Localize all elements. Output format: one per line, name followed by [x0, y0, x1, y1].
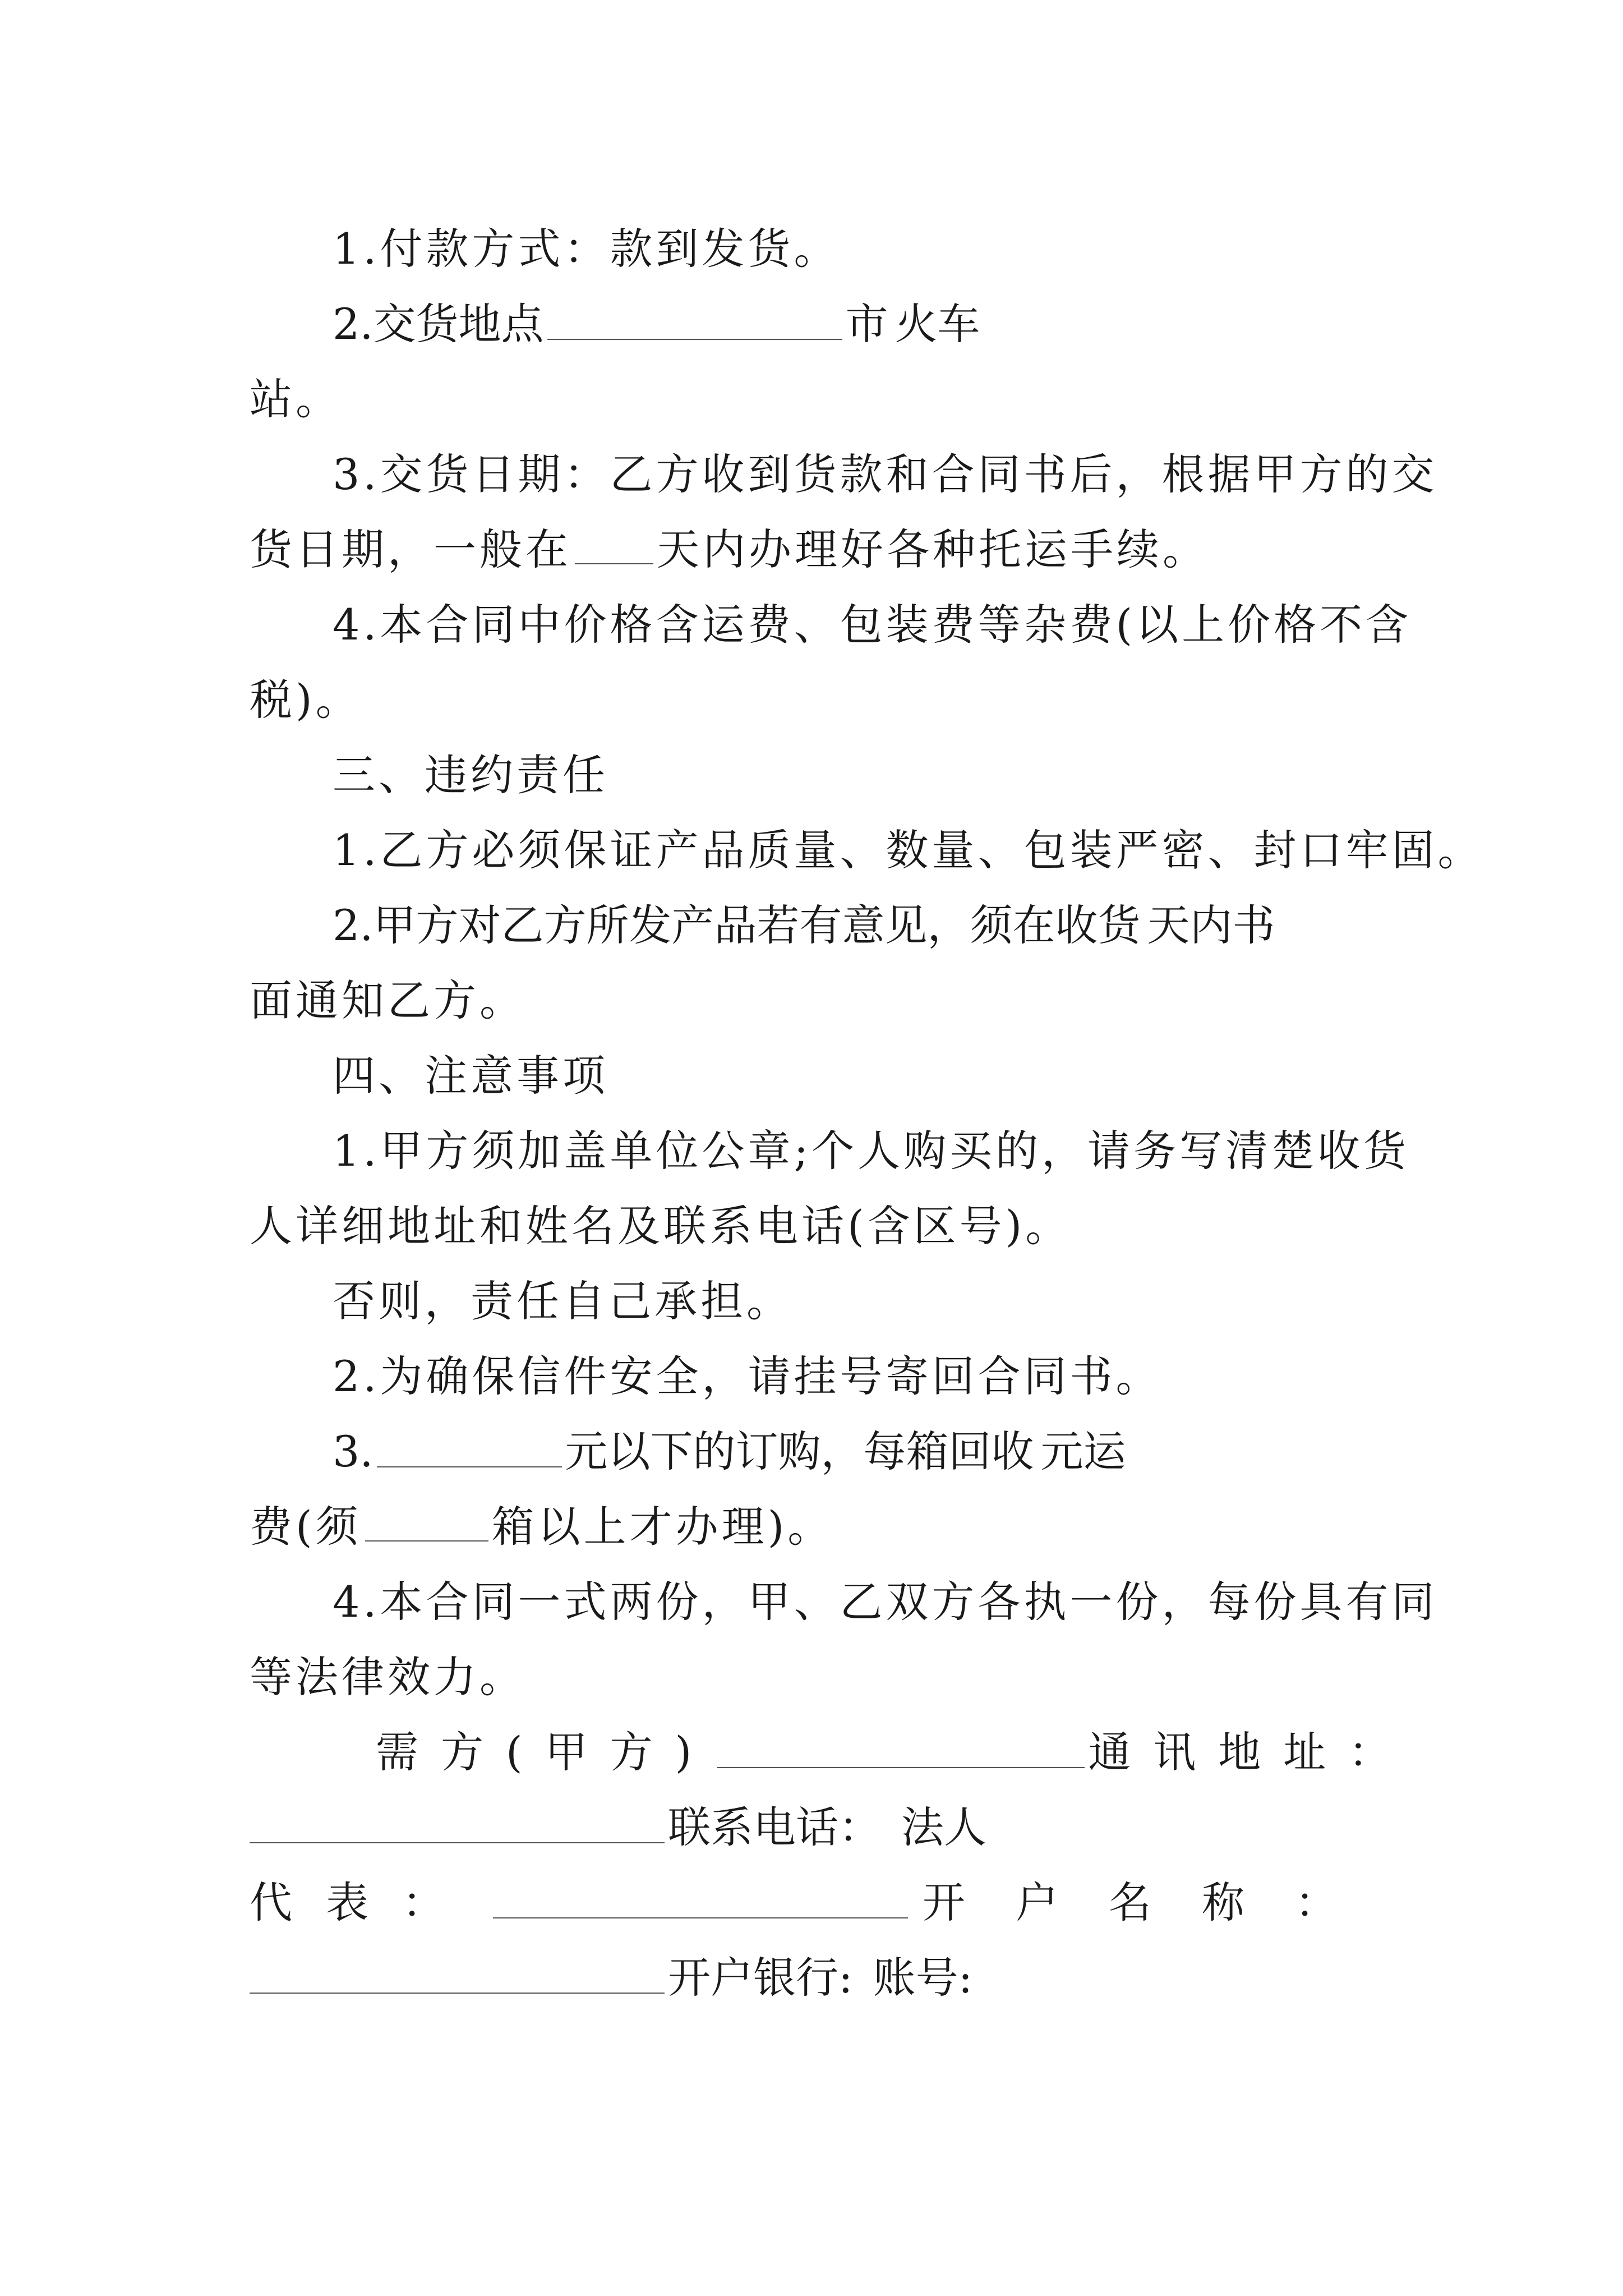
payment-method-line — [333, 215, 1388, 283]
signature-line-2 — [250, 1794, 1388, 1861]
notes-item-1 — [333, 1117, 1410, 1185]
notes-item-2 — [333, 1343, 1388, 1410]
breach-item-2-text-2: 天内书 — [1147, 900, 1275, 950]
price-line — [333, 591, 1412, 659]
notes-item-4 — [333, 1568, 1438, 1636]
notes-item-3-text-2: 元运 — [1040, 1427, 1126, 1476]
notes-item-4-text-2: 等法律效力。 — [250, 1652, 525, 1702]
station-label: 站。 — [250, 374, 342, 424]
breach-heading-text: 三、违约责任 — [333, 750, 608, 800]
order-amount-blank[interactable] — [377, 1418, 562, 1467]
notes-item-1-text-3: 否则，责任自己承担。 — [333, 1276, 792, 1326]
notes-item-2-text: 2.为确保信件安全，请挂号寄回合同书。 — [333, 1351, 1162, 1401]
signature-line-4 — [250, 1944, 1388, 2012]
notes-item-3 — [333, 1418, 1388, 1485]
delivery-date-text-3: 天内办理好各种托运手续。 — [657, 524, 1209, 574]
delivery-date-line — [333, 441, 1438, 508]
notes-item-1-text: 1.甲方须加盖单位公章;个人购买的，请务写清楚收货 — [333, 1126, 1410, 1176]
breach-item-2 — [333, 892, 1388, 959]
train-label: 火车 — [895, 299, 980, 349]
delivery-place-line-2 — [250, 366, 1388, 433]
delivery-days-blank[interactable] — [575, 523, 653, 564]
breach-item-2-line-2 — [250, 967, 1388, 1034]
delivery-date-line-2 — [250, 516, 1388, 583]
notes-item-4-text: 4.本合同一式两份，甲、乙双方各执一份，每份具有同 — [333, 1577, 1438, 1627]
notes-item-3-text-4: 箱以上才办理)。 — [491, 1502, 834, 1552]
price-text-2: 税)。 — [250, 675, 362, 725]
notes-item-4-line-2 — [250, 1644, 1388, 1711]
legal-rep-blank[interactable] — [493, 1869, 908, 1918]
price-text: 4.本合同中价格含运费、包装费等杂费(以上价格不含 — [333, 600, 1412, 650]
account-name-label: 开户名称： — [923, 1878, 1388, 1927]
delivery-city-blank[interactable] — [547, 291, 842, 340]
notes-item-3-text: 元以下的订购，每箱回收 — [565, 1427, 1034, 1476]
phone-label: 联系电话： — [668, 1802, 881, 1852]
signature-line-1 — [376, 1719, 1414, 1786]
breach-item-2-text: 2.甲方对乙方所发产品若有意见，须在收货 — [333, 900, 1141, 950]
price-line-2 — [250, 666, 1388, 734]
legal-rep-label: 法人 — [901, 1802, 986, 1852]
payment-method-text: 1.付款方式：款到发货。 — [333, 224, 840, 274]
notes-item-3-number: 3. — [333, 1427, 374, 1476]
breach-item-1 — [333, 817, 1484, 884]
city-label: 市 — [845, 299, 888, 349]
notes-item-1-text-2: 人详细地址和姓名及联系电话(含区号)。 — [250, 1201, 1072, 1251]
address-blank[interactable] — [250, 1794, 665, 1843]
breach-heading — [333, 742, 1388, 809]
notes-item-1-line-3 — [333, 1268, 1388, 1335]
notes-heading — [333, 1042, 1388, 1110]
buyer-label: 需方(甲方) — [376, 1727, 714, 1777]
account-name-blank[interactable] — [250, 1944, 665, 1994]
address-label: 通讯地址： — [1088, 1727, 1414, 1777]
legal-rep-label-2: 代表： — [250, 1878, 478, 1927]
notes-item-1-line-2 — [250, 1193, 1388, 1260]
breach-item-1-text: 1.乙方必须保证产品质量、数量、包装严密、封口牢固。 — [333, 825, 1484, 875]
delivery-date-text-2: 货日期，一般在 — [250, 524, 571, 574]
buyer-name-blank[interactable] — [717, 1719, 1085, 1768]
signature-line-3 — [250, 1869, 1388, 1936]
bank-label: 开户银行: — [668, 1953, 853, 2003]
delivery-date-text: 3.交货日期：乙方收到货款和合同书后，根据甲方的交 — [333, 449, 1438, 499]
box-count-blank[interactable] — [365, 1500, 488, 1542]
notes-heading-text: 四、注意事项 — [333, 1051, 608, 1101]
breach-item-2-text-3: 面通知乙方。 — [250, 976, 525, 1025]
notes-item-3-line-2 — [250, 1493, 1388, 1561]
notes-item-3-text-3: 费(须 — [250, 1502, 362, 1552]
account-number-label: 账号: — [873, 1953, 973, 2003]
delivery-place-line — [333, 291, 1388, 358]
delivery-place-label: 2.交货地点 — [333, 299, 544, 349]
